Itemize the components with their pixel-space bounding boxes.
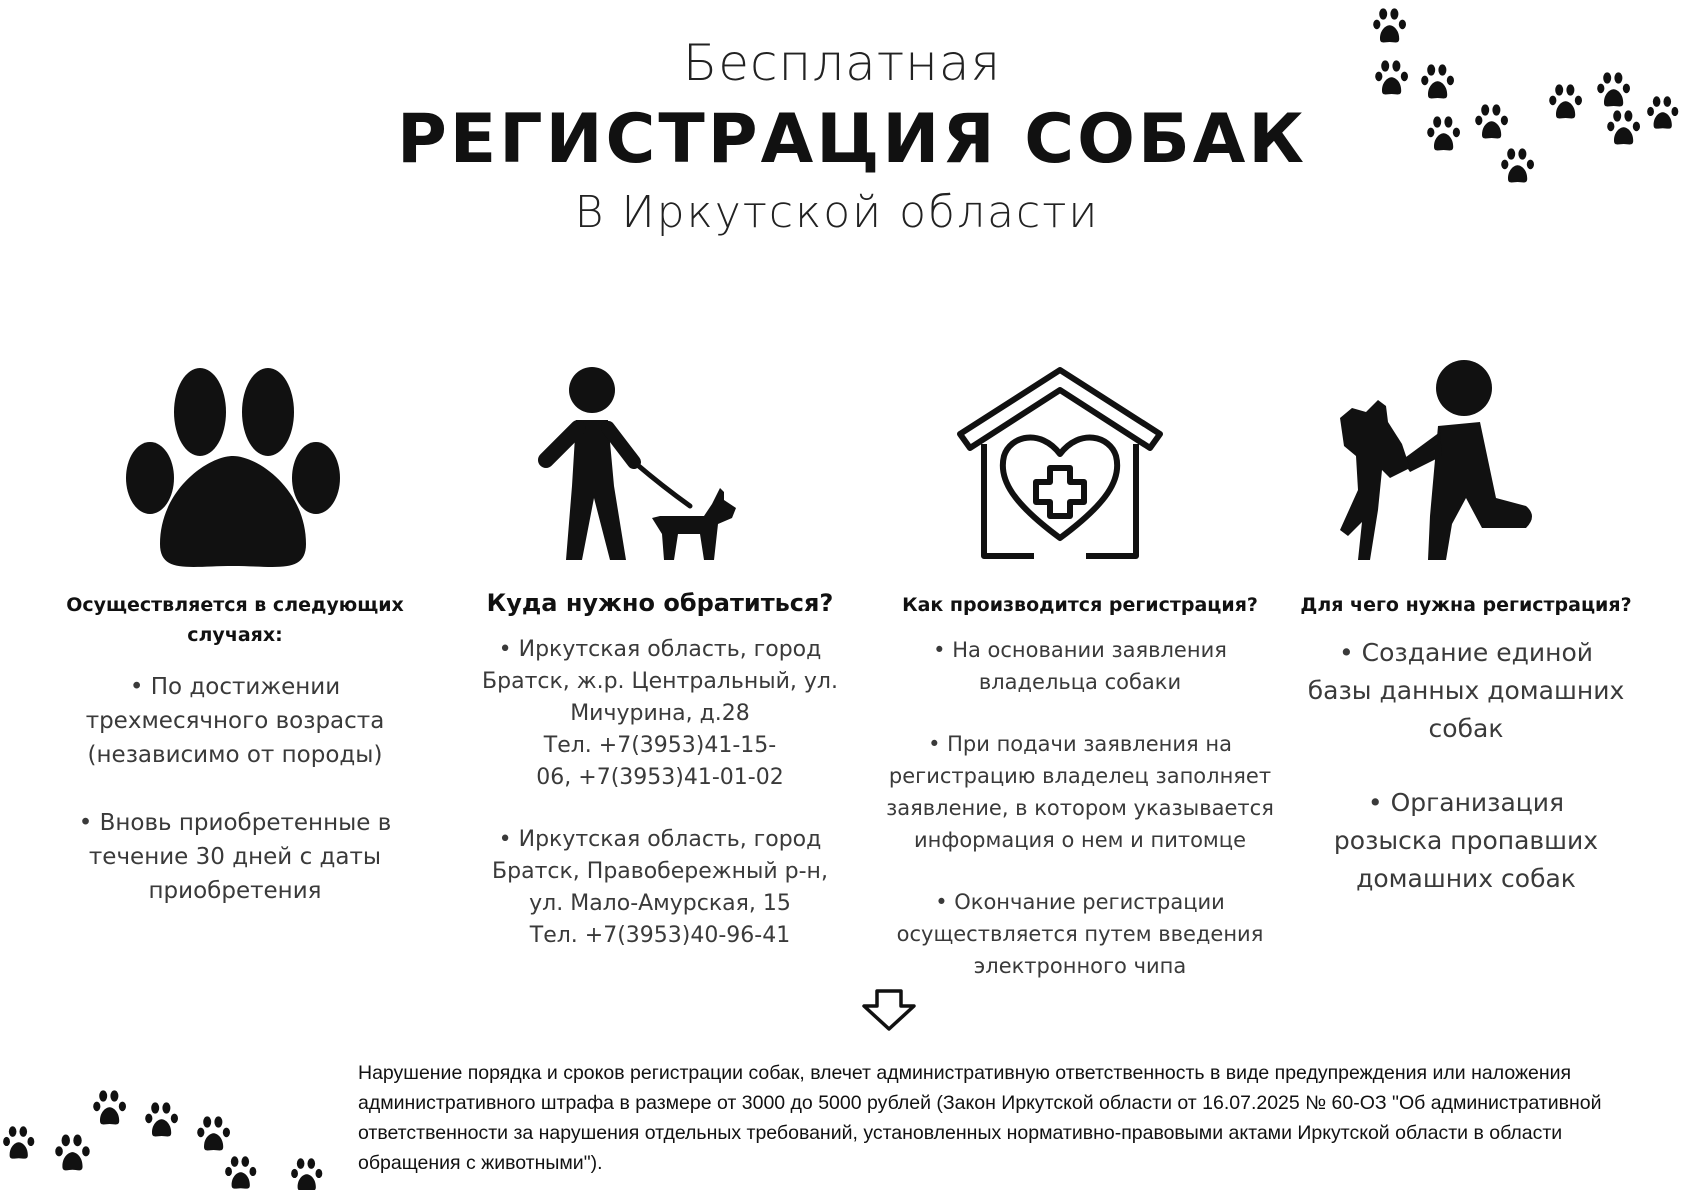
column-title: Для чего нужна регистрация?: [1300, 594, 1632, 616]
header-title: РЕГИСТРАЦИЯ СОБАК: [396, 100, 1308, 179]
column-item: • Организация розыска пропавших домашних собак: [1333, 788, 1599, 893]
column-item: • Иркутская область, город Братск, ж.р. Центральный, ул. Мичурина, д.28: [482, 637, 838, 726]
header-subtitle: В Иркутской области: [574, 187, 1100, 238]
column-item: Тел. +7(3953)40-96-41: [529, 923, 791, 948]
column-item: • Вновь приобретенные в течение 30 дней с даты приобретения: [78, 810, 392, 904]
column-item: • Окончание регистрации осуществляется путем введения электронного чипа: [896, 890, 1264, 978]
person-walking-dog-icon: [532, 366, 752, 566]
column-how: [858, 590, 1302, 982]
column-item: • На основании заявления владельца собаки: [933, 638, 1227, 694]
paw-prints-icon: [1360, 0, 1684, 190]
column-why: [1296, 590, 1636, 898]
column-title: Как производится регистрация?: [902, 594, 1258, 616]
paw-prints-icon: [0, 1070, 340, 1190]
column-item: • При подачи заявления на регистрацию владелец заполняет заявление, в котором указывается информация о нем и питомце: [886, 732, 1274, 852]
column-cases: [20, 590, 450, 908]
person-with-dog-icon: [1330, 360, 1540, 566]
vet-clinic-house-icon: [954, 364, 1166, 564]
paw-icon: [118, 360, 348, 572]
column-where: [460, 586, 860, 952]
header-pretitle: Бесплатная: [682, 34, 1002, 92]
column-title: Куда нужно обратиться?: [486, 589, 834, 617]
legal-notice: Нарушение порядка и сроков регистрации собак, влечет административную ответственность в виде предупреждения или наложения административного штрафа в размере от 3000 до 5000 рублей (Закон Иркутской области от 16.07.2025 № 60-ОЗ "Об административной ответственности за нарушения отдельных требований, установленных нормативно-правовыми актами Иркутской области в области обращения с животными").: [358, 1062, 1602, 1174]
column-item: • Иркутская область, город Братск, Правобережный р-н, ул. Мало-Амурская, 15: [492, 827, 828, 916]
column-item: • По достижении трехмесячного возраста (независимо от породы): [85, 674, 385, 768]
column-title: Осуществляется в следующих случаях:: [66, 594, 404, 646]
column-item: • Создание единой базы данных домашних собак: [1307, 638, 1625, 743]
down-arrow-icon: [860, 988, 918, 1032]
column-item: Тел. +7(3953)41-15-06, +7(3953)41-01-02: [536, 733, 784, 790]
